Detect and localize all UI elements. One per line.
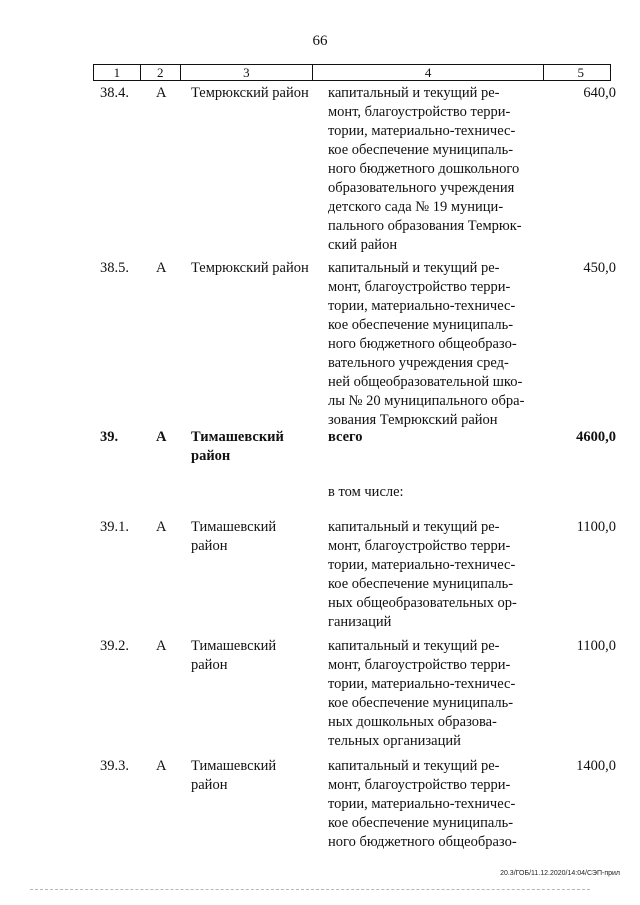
row-amount: 1400,0 <box>576 758 616 774</box>
row-district: Темрюкский район <box>191 260 309 276</box>
row-amount: 1100,0 <box>576 638 616 654</box>
row-code: А <box>156 260 167 276</box>
header-col-4: 4 <box>313 65 544 80</box>
row-district: Тимашевский район <box>191 638 277 673</box>
row-district: Тимашевский район <box>191 758 277 793</box>
row-amount: 4600,0 <box>576 429 616 445</box>
row-number: 39.3. <box>100 758 129 774</box>
row-code: А <box>156 429 167 445</box>
header-col-3: 3 <box>181 65 313 80</box>
row-number: 38.5. <box>100 260 129 276</box>
row-description: в том числе: <box>328 484 404 500</box>
row-description: капитальный и текущий ре- монт, благоустройство терри- тории, материально-техничес- кое обеспечение муниципаль- ного бюджетного дошкольного образовательного учреждения детского сада № 19 муници- пального образования Темрюк- ский район <box>328 85 522 253</box>
table-header <box>93 64 611 81</box>
header-col-2: 2 <box>141 65 181 80</box>
document-footer-code: 20.3/ГОБ/11.12.2020/14:04/СЭП-прил <box>500 870 620 877</box>
scan-artifact-line <box>30 889 590 891</box>
row-amount: 450,0 <box>583 260 616 276</box>
row-district: Тимашевский район <box>191 519 277 554</box>
page-number: 66 <box>312 33 328 49</box>
header-col-5: 5 <box>577 65 584 80</box>
row-description: капитальный и текущий ре- монт, благоустройство терри- тории, материально-техничес- кое обеспечение муниципаль- ных общеобразовательных ор- ганизаций <box>328 519 517 630</box>
row-number: 39.1. <box>100 519 129 535</box>
row-code: А <box>156 638 167 654</box>
row-amount: 640,0 <box>583 85 616 101</box>
row-description: всего <box>328 429 363 445</box>
row-district: Тимашевский район <box>191 429 284 464</box>
row-district: Темрюкский район <box>191 85 309 101</box>
row-amount: 1100,0 <box>576 519 616 535</box>
row-description: капитальный и текущий ре- монт, благоустройство терри- тории, материально-техничес- кое обеспечение муниципаль- ного бюджетного общеобразо- <box>328 758 517 850</box>
row-description: капитальный и текущий ре- монт, благоустройство терри- тории, материально-техничес- кое обеспечение муниципаль- ного бюджетного общеобразо- вательного учреждения сред- ней общеобразовательной шко- лы № 20 муниципального обра- зования Темрюкский район <box>328 260 525 428</box>
row-number: 38.4. <box>100 85 129 101</box>
row-code: А <box>156 519 167 535</box>
row-number: 39. <box>100 429 119 445</box>
row-number: 39.2. <box>100 638 129 654</box>
row-code: А <box>156 758 167 774</box>
row-code: А <box>156 85 167 101</box>
row-description: капитальный и текущий ре- монт, благоустройство терри- тории, материально-техничес- кое обеспечение муниципаль- ных дошкольных образова- тельных организаций <box>328 638 516 749</box>
header-col-1: 1 <box>94 65 141 80</box>
